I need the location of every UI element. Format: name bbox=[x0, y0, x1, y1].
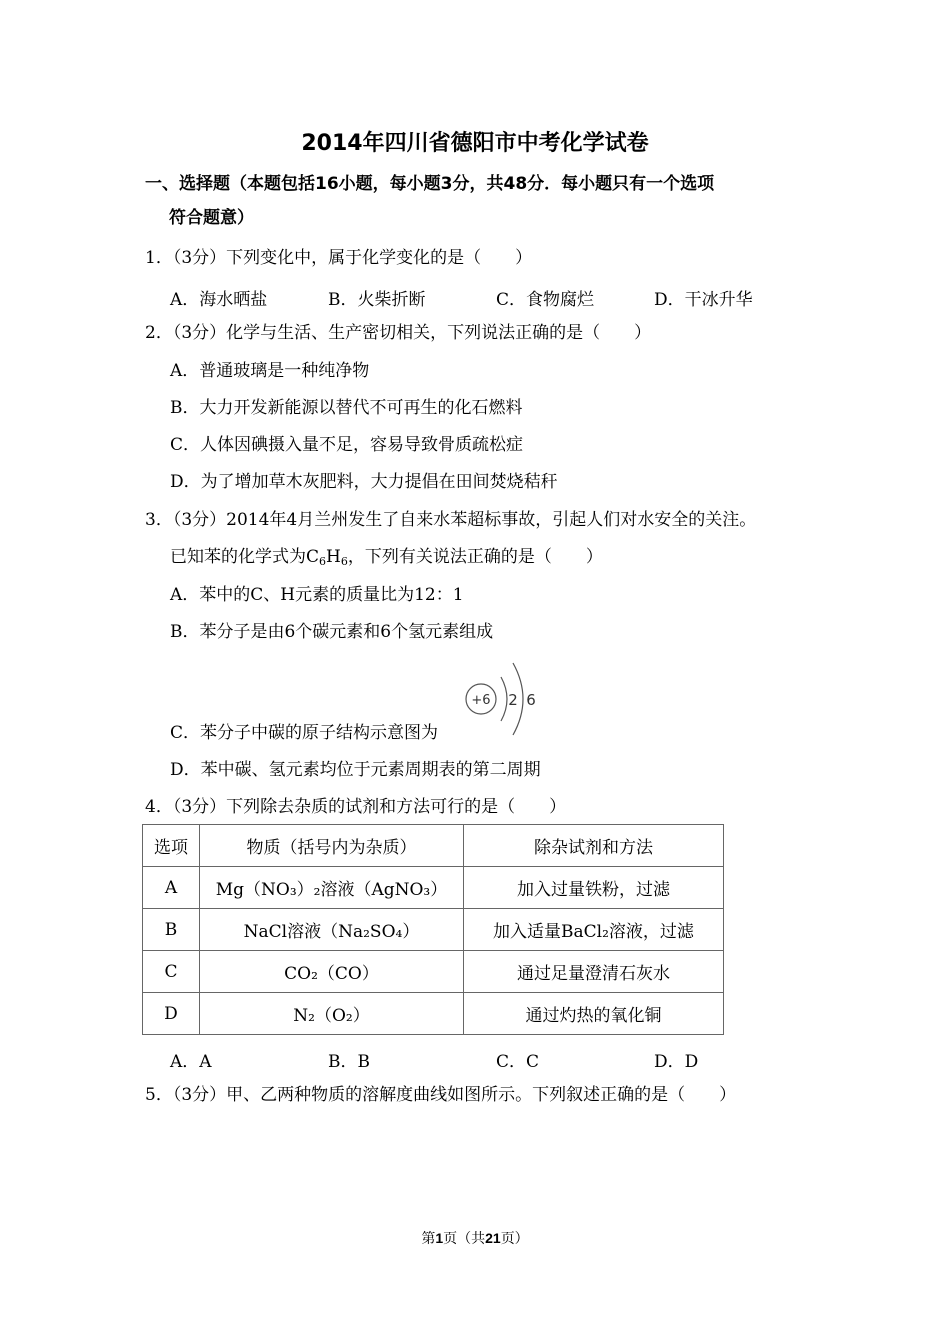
q3-stem-post: ，下列有关说法正确的是（ ） bbox=[347, 547, 603, 567]
question-1-options bbox=[170, 285, 790, 310]
carbon-atom-structure-diagram bbox=[463, 655, 543, 737]
footer-post: 页） bbox=[500, 1231, 529, 1247]
table-cell: 加入适量BaCl₂溶液，过滤 bbox=[464, 909, 724, 951]
table-row bbox=[143, 867, 724, 909]
question-4-stem: 4．（3分）下列除去杂质的试剂和方法可行的是（ ） bbox=[145, 797, 567, 817]
table-cell: 加入过量铁粉，过滤 bbox=[464, 867, 724, 909]
table-row bbox=[143, 951, 724, 993]
section-heading bbox=[145, 167, 825, 235]
question-1-option-b: B．火柴折断 bbox=[328, 290, 426, 310]
table-header-cell: 除杂试剂和方法 bbox=[464, 825, 724, 867]
table-cell: Mg（NO₃）₂溶液（AgNO₃） bbox=[200, 867, 464, 909]
table-row bbox=[143, 909, 724, 951]
footer-total-pages: 21 bbox=[485, 1230, 501, 1246]
table-row bbox=[143, 993, 724, 1035]
table-cell: 通过灼热的氧化铜 bbox=[464, 993, 724, 1035]
footer-mid: 页（共 bbox=[443, 1231, 486, 1247]
question-3-option-b: B．苯分子是由6个碳元素和6个氢元素组成 bbox=[170, 622, 494, 642]
section-heading-line-1: 一、选择题（本题包括16小题，每小题3分，共48分．每小题只有一个选项 bbox=[145, 174, 715, 194]
question-3-option-a: A．苯中的C、H元素的质量比为12：1 bbox=[170, 585, 464, 605]
page-title: 2014年四川省德阳市中考化学试卷 bbox=[301, 131, 649, 156]
q3-stem-pre: 已知苯的化学式为C bbox=[170, 547, 320, 567]
footer-pre: 第 bbox=[421, 1231, 436, 1247]
table-cell: B bbox=[143, 909, 200, 951]
atom-nucleus-charge: +6 bbox=[471, 693, 491, 708]
question-4-option-a: A．A bbox=[170, 1052, 212, 1072]
table-header-cell: 物质（括号内为杂质） bbox=[200, 825, 464, 867]
question-4-option-c: C．C bbox=[496, 1052, 540, 1072]
table-cell: 通过足量澄清石灰水 bbox=[464, 951, 724, 993]
table-header-cell: 选项 bbox=[143, 825, 200, 867]
table-cell: C bbox=[143, 951, 200, 993]
question-2-option-c: C．人体因碘摄入量不足，容易导致骨质疏松症 bbox=[170, 435, 524, 455]
page-footer bbox=[0, 1228, 950, 1248]
section-heading-line-2: 符合题意） bbox=[169, 208, 254, 228]
question-2-stem: 2．（3分）化学与生活、生产密切相关，下列说法正确的是（ ） bbox=[145, 323, 652, 343]
atom-shell-arc-1 bbox=[501, 677, 507, 721]
question-1-option-d: D．干冰升华 bbox=[654, 290, 753, 310]
table-cell: NaCl溶液（Na₂SO₄） bbox=[200, 909, 464, 951]
atom-shell-1-electrons: 2 bbox=[508, 691, 518, 709]
table-header-row bbox=[143, 825, 724, 867]
question-2-option-d: D．为了增加草木灰肥料，大力提倡在田间焚烧秸秆 bbox=[170, 472, 558, 492]
footer-page-number: 1 bbox=[435, 1230, 444, 1246]
question-2-option-b: B．大力开发新能源以替代不可再生的化石燃料 bbox=[170, 398, 523, 418]
question-4-options bbox=[170, 1047, 790, 1072]
atom-shell-2-electrons: 6 bbox=[526, 691, 536, 709]
question-1-option-c: C．食物腐烂 bbox=[496, 290, 595, 310]
question-4-option-b: B．B bbox=[328, 1052, 370, 1072]
question-3-option-d: D．苯中碳、氢元素均位于元素周期表的第二周期 bbox=[170, 760, 541, 780]
q3-sub-c: 6 bbox=[319, 555, 327, 568]
impurity-removal-table bbox=[142, 824, 724, 1035]
question-3-stem-line-1: 3．（3分）2014年4月兰州发生了自来水苯超标事故，引起人们对水安全的关注。 bbox=[145, 510, 757, 530]
q3-sub-h: 6 bbox=[340, 555, 348, 568]
question-1-option-a: A．海水晒盐 bbox=[170, 290, 268, 310]
table-cell: A bbox=[143, 867, 200, 909]
question-1-stem: 1．（3分）下列变化中，属于化学变化的是（ ） bbox=[145, 248, 533, 268]
table-cell: N₂（O₂） bbox=[200, 993, 464, 1035]
question-3-stem-line-2 bbox=[170, 546, 603, 568]
q3-stem-mid: H bbox=[326, 547, 341, 567]
question-4-option-d: D．D bbox=[654, 1052, 699, 1072]
table-cell: D bbox=[143, 993, 200, 1035]
question-5-stem: 5．（3分）甲、乙两种物质的溶解度曲线如图所示。下列叙述正确的是（ ） bbox=[145, 1085, 737, 1105]
table-cell: CO₂（CO） bbox=[200, 951, 464, 993]
question-3-option-c: C．苯分子中碳的原子结构示意图为 bbox=[170, 723, 439, 743]
question-2-option-a: A．普通玻璃是一种纯净物 bbox=[170, 361, 370, 381]
